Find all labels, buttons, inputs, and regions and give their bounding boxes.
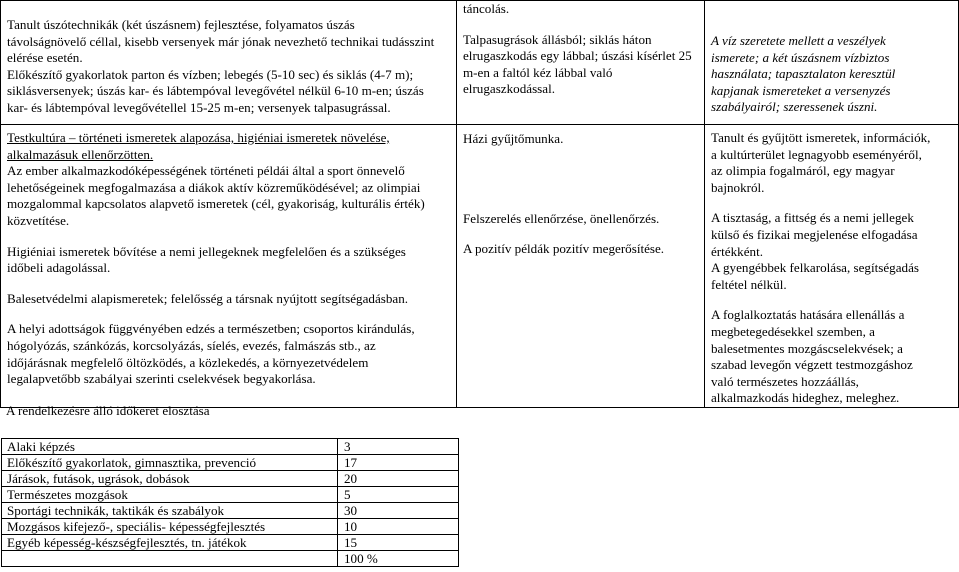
text-line: az olimpia fogalmáról, egy magyar — [711, 163, 895, 179]
activity-cell: Egyéb képesség-készségfejlesztés, tn. játékok — [2, 535, 338, 551]
activity-cell: Sportági technikák, taktikák és szabályok — [2, 503, 338, 519]
text-line: közvetítése. — [7, 212, 70, 228]
table-row — [2, 503, 459, 519]
text-line: kar- és lábtempóval levegővétellel 15-25 m-en; versenyek talpasugrással. — [7, 99, 391, 115]
text-line: külső és fizikai megjelenése elfogadása — [711, 226, 918, 242]
table-row — [2, 439, 459, 455]
table-row — [2, 519, 459, 535]
table-row — [2, 535, 459, 551]
text-line: Házi gyűjtőmunka. — [463, 131, 564, 146]
text-line: táncolás. — [463, 1, 510, 16]
table-row — [2, 471, 459, 487]
text-line: A helyi adottságok függvényében edzés a természetben; csoportos kirándulás, — [7, 321, 415, 337]
text-line: Talpasugrások állásból; siklás háton — [463, 31, 652, 47]
text-line: lehetőségeinek megfogalmazása a diákok aktív közreműködésével; az olimpiai — [7, 179, 421, 195]
text-line: m-en a faltól kéz lábbal való — [463, 64, 613, 80]
activity-cell: Járások, futások, ugrások, dobások — [2, 471, 338, 487]
hours-cell: 3 — [338, 439, 459, 455]
activity-cell: Mozgásos kifejező-, speciális- képességfejlesztés — [2, 519, 338, 535]
text-line: A pozitív példák pozitív megerősítése. — [463, 241, 665, 257]
text-line: Balesetvédelmi alapismeretek; felelősség a társnak nyújtott segítségadásban. — [7, 290, 409, 306]
text-line: való természetes hozzáállás, — [711, 373, 859, 389]
text-line: Előkészítő gyakorlatok parton és vízben; lebegés (5-10 sec) és siklás (4-7 m); — [7, 66, 414, 82]
activity-cell — [2, 551, 338, 567]
section-heading: alkalmazásuk ellenőrzötten. — [7, 146, 154, 162]
hours-cell: 5 — [338, 487, 459, 503]
text-line: A víz szeretete mellett a veszélyek — [711, 33, 886, 48]
text-line: Tanult úszótechnikák (két úszásnem) fejlesztése, folyamatos úszás — [7, 17, 355, 32]
goals-cell — [705, 125, 959, 408]
text-line: bajnokról. — [711, 179, 765, 195]
text-line: feltétel nélkül. — [711, 276, 787, 292]
text-line: értékként. — [711, 243, 763, 259]
hours-cell: 20 — [338, 471, 459, 487]
text-line: hógolyózás, szánkózás, korcsolyázás, síelés, evezés, falmászás stb., az — [7, 337, 376, 353]
table-row — [1, 125, 959, 408]
text-line: használata; tapasztalaton keresztül — [711, 66, 896, 82]
goals-cell — [705, 1, 959, 125]
table-row — [2, 487, 459, 503]
text-line: ismerete; a két úszásnem vízbiztos — [711, 49, 890, 65]
text-line: Higiéniai ismeretek bővítése a nemi jellegeknek megfelelően és a szükséges — [7, 243, 406, 259]
content-cell — [1, 1, 457, 125]
text-line: elrugaszkodás egy lábbal; úszási kísérlet 25 — [463, 48, 692, 64]
text-line: időjárásnak megfelelő öltözködés, a közlekedés, a környezetvédelem — [7, 354, 369, 370]
total-row — [2, 551, 459, 567]
hours-cell: 30 — [338, 503, 459, 519]
activity-cell: Alaki képzés — [2, 439, 338, 455]
text-line: elrugaszkodással. — [463, 81, 555, 97]
text-line: balesetmentes mozgáscselekvések; a — [711, 340, 903, 356]
total-hours-cell: 100 % — [338, 551, 459, 567]
hours-cell: 10 — [338, 519, 459, 535]
activities-cell — [457, 1, 705, 125]
activities-cell — [457, 125, 705, 408]
table-row — [1, 1, 959, 125]
text-line: siklásversenyek; úszás kar- és lábtempóval levegővétel nélkül 6-10 m-en; úszás — [7, 83, 424, 99]
text-line: kapjanak ismereteket a versenyzés — [711, 82, 891, 98]
time-allocation-table — [1, 438, 459, 567]
text-line: Tanult és gyűjtött ismeretek, információk, — [711, 130, 931, 145]
section-heading: Testkultúra – történeti ismeretek alapozása, higiéniai ismeretek növelése, — [7, 130, 390, 145]
text-line: mozgalommal kapcsolatos alapvető ismeretek (cél, gyakoriság, kulturális érték) — [7, 196, 425, 212]
hours-cell: 15 — [338, 535, 459, 551]
text-line: a kultúrterület legnagyobb eseményéről, — [711, 146, 922, 162]
activity-cell: Előkészítő gyakorlatok, gimnasztika, prevenció — [2, 455, 338, 471]
text-line: A tisztaság, a fittség és a nemi jellegek — [711, 210, 914, 226]
text-line: A foglalkoztatás hatására ellenállás a — [711, 307, 905, 323]
hours-cell: 17 — [338, 455, 459, 471]
text-line: alkalmazkodás hideghez, meleghez. — [711, 390, 900, 406]
text-line: Felszerelés ellenőrzése, önellenőrzés. — [463, 210, 660, 226]
text-line: szabályairól; szeressenek úszni. — [711, 99, 878, 115]
content-cell — [1, 125, 457, 408]
text-line: szabad levegőn végzett testmozgáshoz — [711, 357, 913, 373]
text-line: távolságnövelő céllal, kisebb versenyek már jónak nevezhető technikai tudásszint — [7, 33, 435, 49]
table-row — [2, 455, 459, 471]
text-line: A gyengébbek felkarolása, segítségadás — [711, 260, 919, 276]
time-allocation-title: A rendelkezésre álló időkeret elosztása — [6, 403, 210, 418]
text-line: legalapvetőbb szabályai szerinti cselekvések begyakorlása. — [7, 371, 316, 387]
text-line: elérése esetén. — [7, 50, 83, 66]
activity-cell: Természetes mozgások — [2, 487, 338, 503]
text-line: időbeli adagolással. — [7, 260, 111, 276]
text-line: megbetegedésekkel szemben, a — [711, 323, 875, 339]
text-line: Az ember alkalmazkodóképességének történeti példái által a sport önnevelő — [7, 163, 405, 179]
